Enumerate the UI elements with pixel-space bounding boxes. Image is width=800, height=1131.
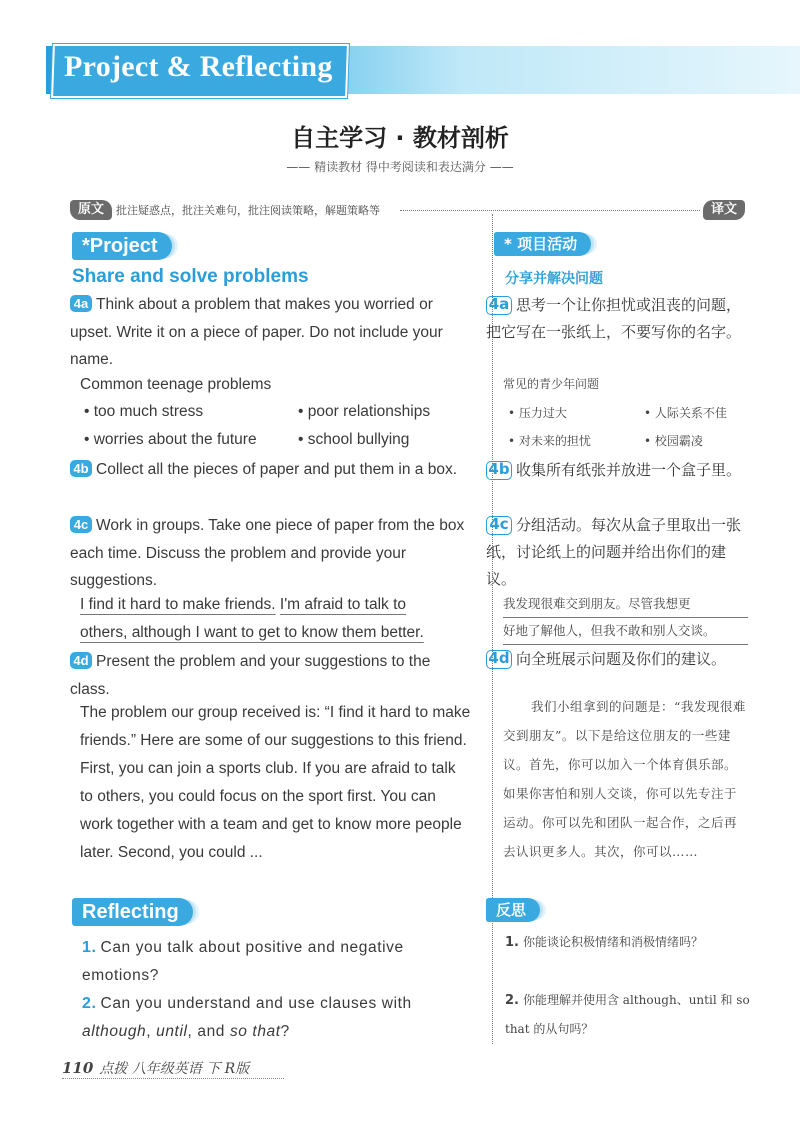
example-sentence-cn-1: 我发现很难交到朋友。尽管我想更 <box>503 590 748 618</box>
reflecting-label: Reflecting <box>72 898 193 926</box>
problems-title: Common teenage problems <box>80 376 272 393</box>
task-4a-cn-text: 思考一个让你担忧或沮丧的问题，把它写在一张纸上，不要写你的名字。 <box>486 296 742 341</box>
yuanwen-badge: 原文 <box>70 200 112 220</box>
project-subhead-cn: 分享并解决问题 <box>505 271 603 287</box>
sample-presentation: The problem our group received is: “I find it hard to make friends.” Here are some of our suggestions to this friend. First, you can join a sports club. If you are afraid to talk to others, you could focus on the sport first. You can work together with a team and get to know more people later. Second, you could ... <box>80 704 471 861</box>
reflect-question-2: 2. Can you understand and use clauses with although, until, and so that? <box>82 995 412 1040</box>
reflecting-label-cn: 反思 <box>486 898 540 922</box>
problem-item: • school bullying <box>298 431 410 448</box>
yuanwen-note: 批注疑惑点，批注关难句，批注阅读策略，解题策略等 <box>116 204 380 217</box>
page-footer <box>62 1058 249 1078</box>
tag-4a: 4a <box>70 295 92 312</box>
tag-4d-cn: 4d <box>486 650 512 669</box>
tag-4b-cn: 4b <box>486 461 512 480</box>
reflect-question-1-cn: 1. 你能谈论积极情绪和消极情绪吗？ <box>505 935 703 950</box>
footer-rule <box>62 1078 284 1079</box>
task-4d <box>70 648 472 703</box>
task-4d-text: Present the problem and your suggestions to the class. <box>70 653 431 698</box>
project-label-cn: * 项目活动 <box>494 232 591 256</box>
problem-item: • worries about the future <box>84 431 257 448</box>
reflect-question-2-cn: 2. 你能理解并使用含 although、until 和 so that 的从句吗？ <box>505 993 750 1036</box>
reflect-question-1: 1. Can you talk about positive and negative emotions? <box>82 939 404 984</box>
task-4c-text: Work in groups. Take one piece of paper from the box each time. Discuss the problem and provide your suggestions. <box>70 517 465 589</box>
page-header-title: Project & Reflecting <box>64 50 333 83</box>
task-4b-cn <box>486 457 748 484</box>
yiwen-badge: 译文 <box>703 200 745 220</box>
problems-title-cn: 常见的青少年问题 <box>503 377 600 391</box>
tag-4b: 4b <box>70 460 92 477</box>
page-number: 110 <box>62 1059 94 1077</box>
task-4c <box>70 512 472 595</box>
example-sentence-cn-2: 好地了解他人，但我不敢和别人交谈。 <box>503 617 748 645</box>
section-title: 自主学习 · 教材剖析 <box>291 124 509 152</box>
footer-text: 点拨 八年级英语 下 R版 <box>99 1061 250 1077</box>
tag-4d: 4d <box>70 652 92 669</box>
task-4a <box>70 291 472 374</box>
task-4a-text: Think about a problem that makes you worried or upset. Write it on a piece of paper. Do not include your name. <box>70 296 443 368</box>
tag-4c-cn: 4c <box>486 516 512 535</box>
problem-item-cn: • 压力过大 <box>508 406 567 420</box>
example-sentence: I find it hard to make friends. I'm afraid to talk to others, although I want to get to know them better. <box>80 596 424 641</box>
task-4d-cn-text: 向全班展示问题及你们的建议。 <box>516 650 727 668</box>
task-4c-cn-text: 分组活动。每次从盒子里取出一张纸，讨论纸上的问题并给出你们的建议。 <box>486 516 742 588</box>
problem-item-cn: • 对未来的担忧 <box>508 434 591 448</box>
problem-item: • too much stress <box>84 403 204 420</box>
section-subtitle: —— 精读教材 得中考阅读和表达满分 —— <box>286 160 514 174</box>
task-4a-cn <box>486 292 748 346</box>
task-4b <box>70 456 472 484</box>
task-4c-cn <box>486 512 748 593</box>
tag-4c: 4c <box>70 516 92 533</box>
project-label: *Project <box>72 232 172 260</box>
guide-divider <box>400 210 700 211</box>
sample-presentation-cn: 我们小组拿到的问题是：“我发现很难交到朋友”。以下是给这位朋友的一些建议。首先，你可以加入一个体育俱乐部。如果你害怕和别人交谈，你可以先专注于运动。你可以先和团队一起合作，之后再去认识更多人。其次，你可以…… <box>503 699 746 859</box>
task-4b-cn-text: 收集所有纸张并放进一个盒子里。 <box>516 461 742 479</box>
problem-item-cn: • 校园霸凌 <box>644 434 703 448</box>
tag-4a-cn: 4a <box>486 296 512 315</box>
problem-item: • poor relationships <box>298 403 431 420</box>
task-4d-cn <box>486 646 748 673</box>
problem-item-cn: • 人际关系不佳 <box>644 406 727 420</box>
project-subhead: Share and solve problems <box>72 266 309 287</box>
task-4b-text: Collect all the pieces of paper and put them in a box. <box>96 461 458 478</box>
